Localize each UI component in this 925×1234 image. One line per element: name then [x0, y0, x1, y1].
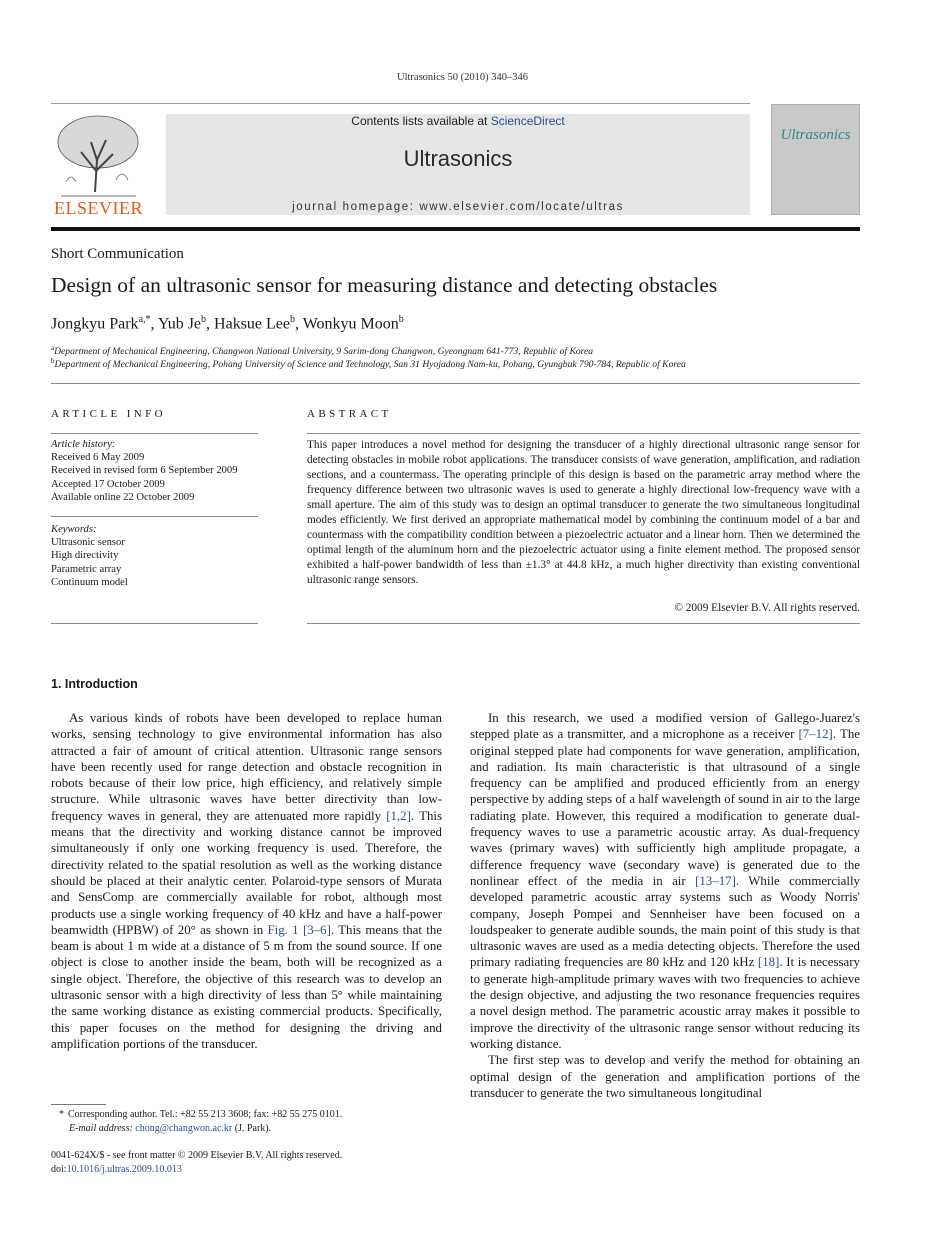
email-link[interactable]: chong@changwon.ac.kr — [135, 1122, 233, 1134]
paragraph: The first step was to develop and verify the method for obtaining an optimal design of the generation and amplification portions of the transducer to generate the two simultaneous longitudinal — [470, 1053, 860, 1100]
paragraph-text: In this research, we used a modified version of Gallego-Juarez's stepped plate as a transmitter, and a microphone as a receiver — [470, 711, 860, 742]
history-accepted: Accepted 17 October 2009 — [51, 478, 165, 490]
email-note — [51, 1122, 442, 1136]
author-affiliation-mark: a,* — [138, 314, 151, 325]
article-history — [51, 438, 266, 504]
contents-line — [166, 114, 750, 128]
reference-link[interactable]: [3–6] — [302, 922, 331, 937]
keywords-label: Keywords: — [51, 524, 97, 535]
paragraph — [51, 710, 442, 1052]
abstract-heading: ABSTRACT — [307, 408, 392, 420]
author-affiliation-mark: b — [201, 314, 207, 325]
affiliation-b — [51, 357, 871, 370]
title-bottom-rule — [51, 383, 860, 384]
abstract-bottom-rule — [307, 623, 860, 624]
article-title: Design of an ultrasonic sensor for measuring distance and detecting obstacles — [51, 273, 718, 297]
body-right-column — [470, 710, 860, 1101]
paragraph-text: . The original stepped plate had components for wave generation, amplification, and radiation. Its main characteristic is that ultrasound of a single frequency can be amplified and produced efficiently from an energy perspective by adding steps of a half wavelength of sound in air to the large radiating plate. However, this required a modification to generate dual-frequency waves to use a parametric acoustic array. As dual-frequency waves (primary waves) with sufficiently high amplitude propagate, a difference frequency wave (secondary wave) is generated due to the nonlinear effect of the media in air — [470, 727, 860, 888]
body-left-column — [51, 710, 442, 1052]
abstract-text: This paper introduces a novel method for designing the transducer of a highly directional ultrasonic range sensor for detecting obstacles in mobile robot applications. The transducer consists of wave generation, amplification, and radiation sections, and a countermass. The operating principle of this design is based on the parametric array method where the frequency difference between two ultrasonic waves is used to generate a highly directional low-frequency wave with a small aperture. The aim of this study was to design an optimal transducer to generate the two simultaneous longitudinal modes efficiently. We first derived an appropriate mathematical model by combining the continuum model of a bar and countermass with the compatibility condition between a piezoelectric actuator and a linear horn. Then we determined the optimal length of the aluminum horn and the piezoelectric actuator using a finite element method. The proposed sensor exhibited a half-power bandwidth of less than ±1.3° at 44.8 kHz, a much higher directivity than existing conventional ultrasonic range sensors. — [307, 439, 860, 586]
abstract-top-rule — [307, 433, 860, 434]
affiliation-text: Department of Mechanical Engineering, Pohang University of Science and Technology, San 31 Hyojadong Nam-ku, Pohang, Gyungbuk 790-784, Republic of Korea — [54, 359, 686, 371]
paragraph-text: . This means that the directivity and working distance cannot be improved simultaneously if only one working frequency is used. Therefore, the directivity related to the spatial resolution as well as the working distance should be placed at their analytic center. Polaroid-type sensors of Murata and SensComp are commercially available for robot, although most products use a single working frequency of 40 kHz and have a half-power beamwidth (HPBW) of 20° as shown in — [51, 808, 442, 937]
elsevier-wordmark: ELSEVIER — [54, 198, 143, 218]
article-info-heading: ARTICLE INFO — [51, 408, 166, 420]
affiliation-mark: b — [51, 357, 55, 365]
paragraph-text: As various kinds of robots have been developed to replace human works, sensing technology to give environmental information has also attracted a fair of amount of critical attention. Ultrasonic range sensors have been recently used for range detection and obstacle recognition in robots because of their low price, high efficiency, and relatively simple structure. While ultrasonic waves have better directivity than low-frequency waves in general, they are attenuated more rapidly — [51, 711, 442, 823]
author-list — [51, 314, 404, 333]
history-revised: Received in revised form 6 September 2009 — [51, 465, 238, 477]
keyword: Continuum model — [51, 576, 128, 588]
article-type: Short Communication — [51, 246, 184, 262]
paragraph-text: . It is necessary to generate high-amplitude primary waves with two frequencies to achieve the design objective, and adjusting the two resonance frequencies requires a novel design method. The parametric acoustic array makes it possible to improve the directivity of the ultrasonic range sensor without reducing its working distance. — [470, 955, 860, 1051]
author[interactable]: Yub Je — [157, 315, 202, 333]
footnotes — [51, 1108, 442, 1135]
doi-label: doi: — [51, 1164, 67, 1175]
doi-link[interactable]: 10.1016/j.ultras.2009.10.013 — [66, 1164, 182, 1175]
email-label: E-mail address: — [69, 1122, 136, 1134]
cover-title: Ultrasonics — [780, 127, 851, 143]
affiliation-a — [51, 344, 871, 357]
author[interactable]: Wonkyu Moon — [302, 315, 399, 333]
author-affiliation-mark: b — [398, 314, 404, 325]
figure-link[interactable]: Fig. 1 — [267, 922, 299, 937]
reference-link[interactable]: [13–17] — [695, 873, 736, 888]
header-thick-rule — [51, 227, 860, 231]
footnote-rule — [51, 1104, 106, 1105]
issn-line: 0041-624X/$ - see front matter © 2009 Elsevier B.V. All rights reserved. — [51, 1150, 343, 1161]
history-label: Article history: — [51, 439, 116, 450]
paragraph — [470, 710, 860, 1052]
reference-link[interactable]: [7–12] — [798, 727, 833, 742]
author[interactable]: Jongkyu Park — [51, 315, 139, 333]
reference-link[interactable]: [1,2] — [386, 808, 411, 823]
keywords-rule — [51, 516, 258, 517]
history-online: Available online 22 October 2009 — [51, 491, 195, 503]
abstract-copyright: © 2009 Elsevier B.V. All rights reserved. — [674, 602, 860, 614]
doi-line — [51, 1163, 471, 1177]
keywords — [51, 523, 266, 589]
keyword: Ultrasonic sensor — [51, 537, 125, 549]
article-info-rule — [51, 433, 258, 434]
reference-link[interactable]: [18] — [757, 955, 780, 970]
email-suffix: (J. Park). — [232, 1122, 272, 1134]
keyword: Parametric array — [51, 563, 122, 575]
author[interactable]: Haksue Lee — [214, 315, 290, 333]
paragraph-text: . While commercially developed parametric acoustic array systems such as Woody Norris' company, Joseph Pompei and Sennheiser have been focused on a loudspeaker to generate audible sounds, the main point of this study is that ultrasonic waves are used as a media detecting objects. Therefore the used primary radiating frequencies are 80 kHz and 120 kHz — [470, 873, 860, 970]
sciencedirect-link[interactable]: ScienceDirect — [490, 114, 565, 128]
affiliation-mark: a — [51, 344, 55, 352]
paragraph-text: . This means that the beam is about 1 m wide at a distance of 5 m from the sound source. If one object is close to another inside the beam, both will be recognized as a single object. Therefore, the objective of this research was to develop an ultrasonic sensor with a high directivity of less than 5° while maintaining the same working distance as existing commercial products. Specifically, this paper focuses on the method for designing the driving and amplification portions of the transducer. — [51, 922, 442, 1051]
author-separator: , — [206, 315, 215, 333]
header-top-rule — [51, 103, 750, 104]
section-heading-introduction: 1. Introduction — [51, 677, 138, 691]
history-received: Received 6 May 2009 — [51, 452, 145, 464]
journal-name: Ultrasonics — [403, 146, 513, 171]
info-bottom-rule — [51, 623, 258, 624]
contents-prefix: Contents lists available at — [351, 114, 491, 128]
corresponding-author-text: Corresponding author. Tel.: +82 55 213 3608; fax: +82 55 275 0101. — [68, 1109, 343, 1120]
keyword: High directivity — [51, 550, 119, 562]
journal-cover-thumbnail — [771, 104, 860, 215]
author-separator: , — [295, 315, 303, 333]
journal-citation: Ultrasonics 50 (2010) 340–346 — [397, 72, 528, 83]
corresponding-author-note: * Corresponding author. Tel.: +82 55 213 3608; fax: +82 55 275 0101. — [59, 1109, 343, 1120]
journal-homepage[interactable]: journal homepage: www.elsevier.com/locate/ultras — [292, 201, 624, 213]
author-affiliation-mark: b — [290, 314, 295, 325]
affiliation-text: Department of Mechanical Engineering, Changwon National University, 9 Sarim-dong Changwon, Gyeongnam 641-773, Republic of Korea — [54, 346, 594, 358]
author-separator: , — [150, 315, 158, 333]
